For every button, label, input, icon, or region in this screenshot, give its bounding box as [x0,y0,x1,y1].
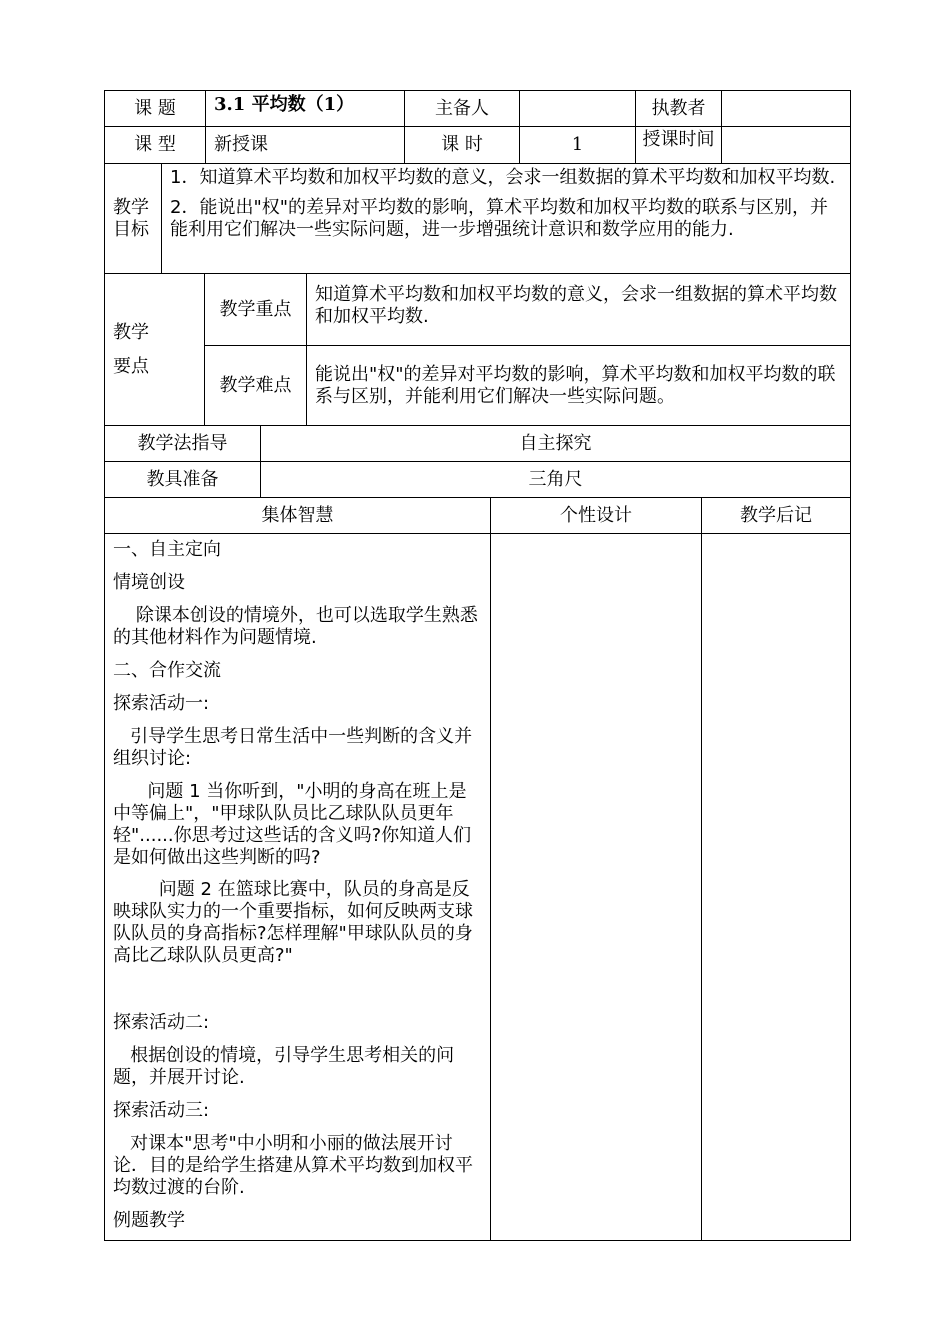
header-table [104,90,851,164]
heading-activity-3: 探索活动三: [113,1100,210,1121]
type-value: 新授课 [206,127,405,164]
hours-label: 课 时 [405,127,520,164]
focus-text: 知道算术平均数和加权平均数的意义，会求一组数据的算术平均数和加权平均数. [307,274,851,346]
paragraph-question-1: 问题 1 当你听到，"小明的身高在班上是中等偏上"，"甲球队队员比乙球队队员更年轻"......你思考过这些话的含义吗?你知道人们是如何做出这些判断的吗? [113,781,472,868]
tools-value: 三角尺 [261,462,851,498]
time-label: 授课时间 [642,129,715,150]
personal-design-cell [491,534,702,1241]
difficulty-text: 能说出"权"的差异对平均数的影响，算术平均数和加权平均数的联系与区别，并能利用它们解决一些实际问题。 [307,346,851,426]
paragraph-activity-3: 对课本"思考"中小明和小丽的做法展开讨论．目的是给学生搭建从算术平均数到加权平均数过渡的台阶. [113,1133,473,1198]
time-value [722,127,851,164]
paragraph-scenario: 除课本创设的情境外，也可以选取学生熟悉的其他材料作为问题情境. [113,605,478,648]
heading-activity-1: 探索活动一: [113,693,210,714]
type-label: 课 型 [105,127,206,164]
paragraph-question-2: 问题 2 在篮球比赛中，队员的身高是反映球队实力的一个重要指标，如何反映两支球队队员的身高指标?怎样理解"甲球队队员的身高比乙球队队员更高?" [113,879,473,966]
section-cooperation: 二、合作交流 [113,660,221,681]
topic-value: 3.1 平均数（1） [206,91,405,127]
column-reflection: 教学后记 [702,498,851,534]
section-self-orientation: 一、自主定向 [113,539,221,560]
keypoints-table [104,273,851,426]
paragraph-activity-1: 引导学生思考日常生活中一些判断的含义并组织讨论: [113,726,473,769]
keypoints-label: 教学要点 [113,321,149,377]
column-personal: 个性设计 [491,498,702,534]
column-collective: 集体智慧 [105,498,491,534]
focus-label: 教学重点 [205,274,307,346]
reflection-cell [702,534,851,1241]
heading-scenario: 情境创设 [113,572,185,593]
objective-item-1: 1．知道算术平均数和加权平均数的意义，会求一组数据的算术平均数和加权平均数. [170,167,836,188]
method-table [104,425,851,498]
paragraph-activity-2: 根据创设的情境，引导学生思考相关的问题，并展开讨论. [113,1045,455,1088]
teacher-value [722,91,851,127]
body-table [104,497,851,1241]
tools-label: 教具准备 [105,462,261,498]
heading-example: 例题教学 [113,1210,185,1231]
hours-value: 1 [520,127,636,164]
topic-label: 课 题 [105,91,206,127]
method-label: 教学法指导 [105,426,261,462]
heading-activity-2: 探索活动二: [113,1012,210,1033]
teacher-label: 执教者 [636,91,722,127]
difficulty-label: 教学难点 [205,346,307,426]
preparer-label: 主备人 [405,91,520,127]
method-value: 自主探究 [261,426,851,462]
objectives-table [104,163,851,274]
objective-item-2: 2．能说出"权"的差异对平均数的影响，算术平均数和加权平均数的联系与区别，并能利用它们解决一些实际问题，进一步增强统计意识和数学应用的能力. [170,197,829,240]
objectives-label: 教学目标 [113,196,149,240]
preparer-value [520,91,636,127]
